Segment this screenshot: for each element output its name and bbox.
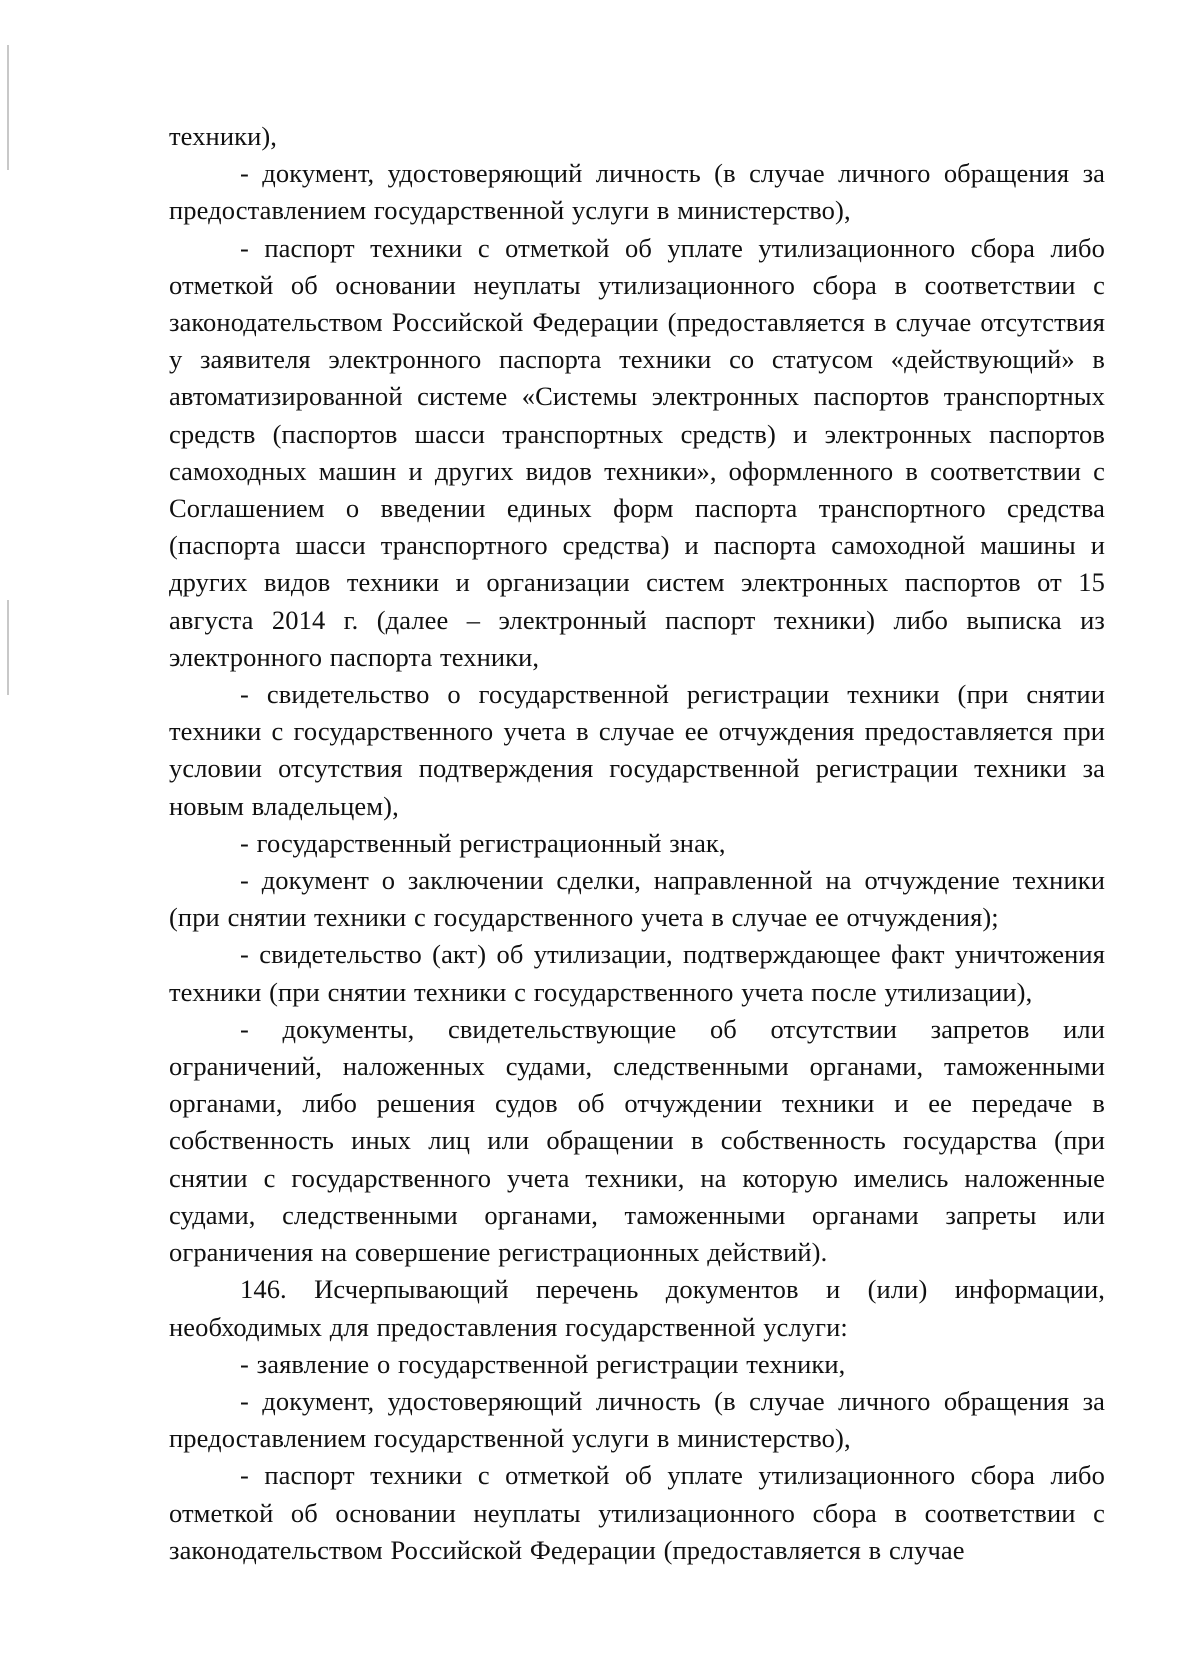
scan-edge-mark [7,45,9,170]
list-item-restrictions-documents: - документы, свидетельствующие об отсутствии запретов или ограничений, наложенных судами, следственными органами, таможенными органами, либо решения судов об отчуждении техники и ее передаче в собственность иных лиц или обращении в собственность государства (при снятии с государственного учета техники, на которую имелись наложенные судами, следственными органами, таможенными органами запреты или ограничения на совершение регистрационных действий). [169,1013,1105,1268]
list-item-equipment-passport: - паспорт техники с отметкой об уплате утилизационного сбора либо отметкой об основании неуплаты утилизационного сбора в соответствии с законодательством Российской Федерации (предоставляется в случае [169,1460,1105,1565]
list-item-registration-application: - заявление о государственной регистрации техники, [240,1348,846,1379]
list-item-transaction-document: - документ о заключении сделки, направленной на отчуждение техники (при снятии техники с государственного учета в случае ее отчуждения); [169,865,1105,933]
document-body [169,118,1105,1569]
list-item-identity-document: - документ, удостоверяющий личность (в случае личного обращения за предоставлением государственной услуги в министерство), [169,158,1105,226]
scan-edge-mark [7,600,9,695]
list-item-registration-plate: - государственный регистрационный знак, [240,827,726,858]
paragraph-continuation: техники), [169,121,278,151]
list-item-registration-certificate: - свидетельство о государственной регистрации техники (при снятии техники с государственного учета в случае ее отчуждения предоставляется при условии отсутствия подтверждения государственной регистрации техники за новым владельцем), [169,679,1105,821]
section-146-heading-paragraph: 146. Исчерпывающий перечень документов и (или) информации, необходимых для предоставления государственной услуги: [169,1274,1105,1342]
list-item-recycling-certificate: - свидетельство (акт) об утилизации, подтверждающее факт уничтожения техники (при снятии техники с государственного учета после утилизации), [169,939,1105,1007]
list-item-identity-document: - документ, удостоверяющий личность (в случае личного обращения за предоставлением государственной услуги в министерство), [169,1385,1105,1454]
list-item-equipment-passport: - паспорт техники с отметкой об уплате утилизационного сбора либо отметкой об основании неуплаты утилизационного сбора в соответствии с законодательством Российской Федерации (предоставляется в случае отсутствия у заявителя электронного паспорта техники со статусом «действующий» в автоматизированной системе «Системы электронных паспортов транспортных средств (паспортов шасси транспортных средств) и электронных паспортов самоходных машин и других видов техники», оформленного в соответствии с Соглашением о введении единых форм паспорта транспортного средства (паспорта шасси транспортного средства) и паспорта самоходной машины и других видов техники и организации систем электронных паспортов от 15 августа 2014 г. (далее – электронный паспорт техники) либо выписка из электронного паспорта техники, [169,232,1105,672]
